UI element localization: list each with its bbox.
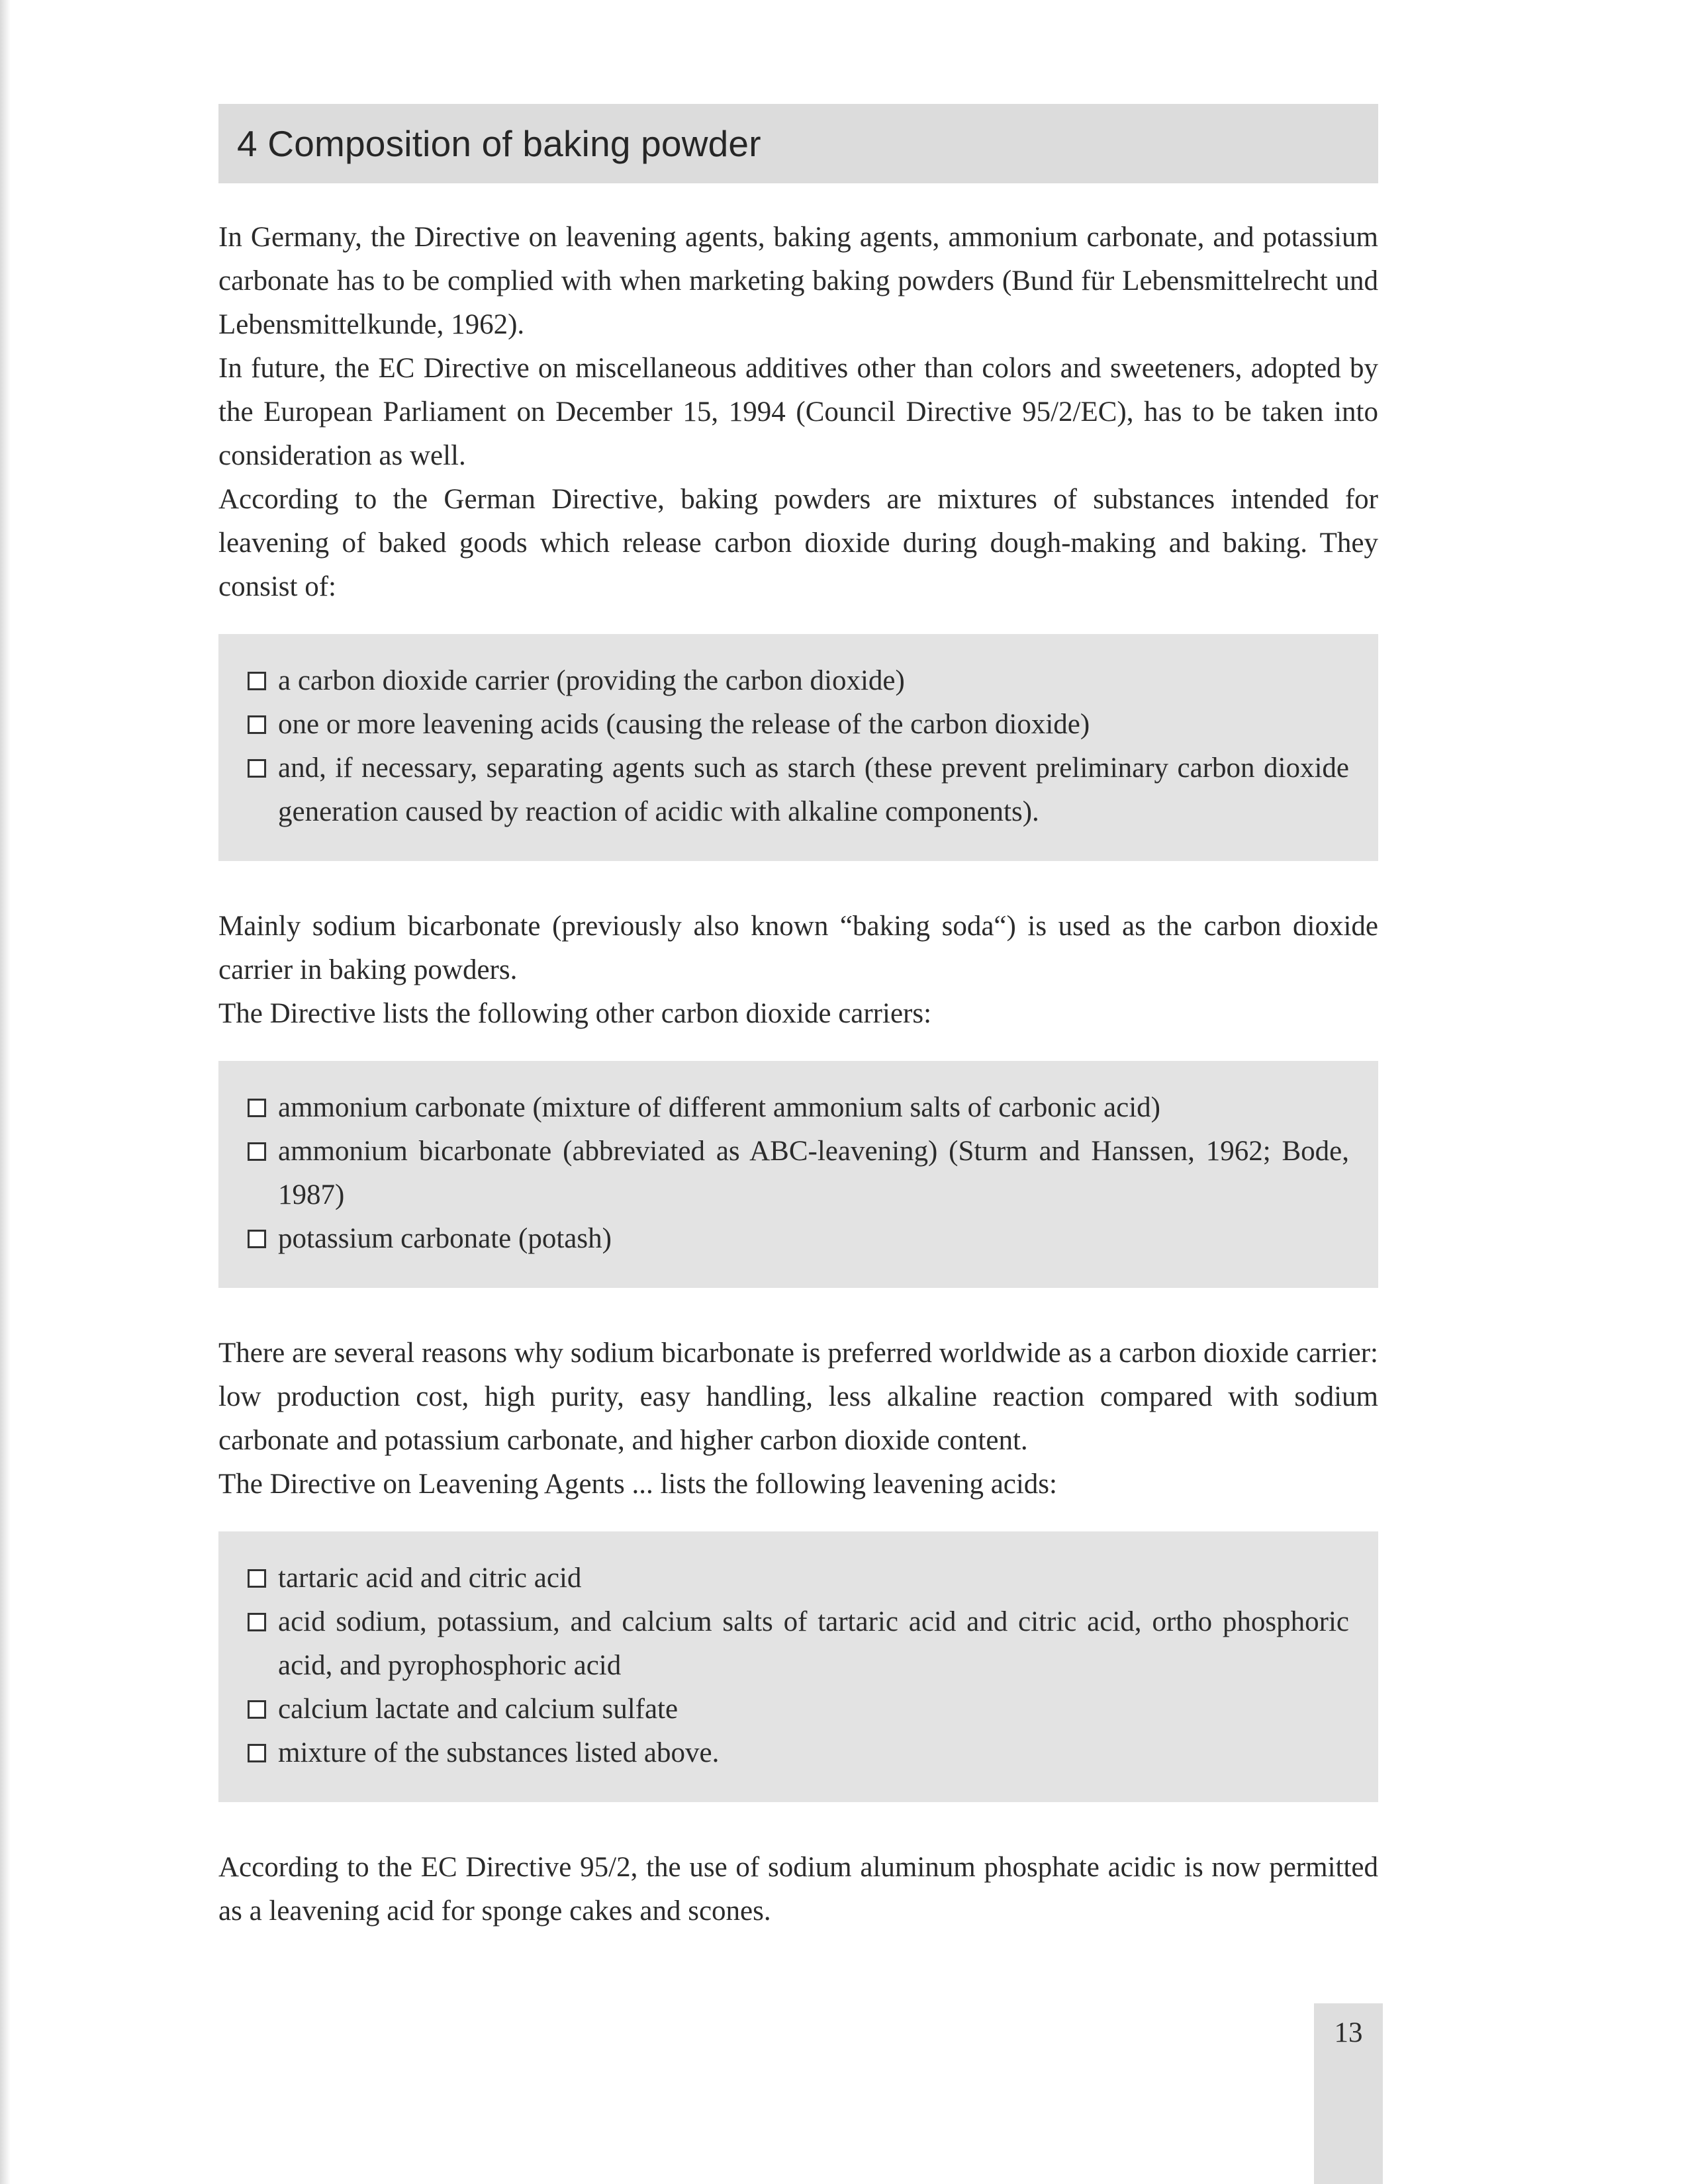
intro-paragraph-3: According to the German Directive, baking powders are mixtures of substances intended for leavening of baked goods which release carbon dioxide during dough-making and baking. They consist of: <box>218 484 1378 602</box>
page-number-tab <box>1314 2003 1383 2184</box>
list-item <box>248 1557 1349 1600</box>
checkbox-bullet-icon <box>248 672 266 690</box>
list-item-text: acid sodium, potassium, and calcium salts of tartaric acid and citric acid, ortho phosphoric acid, and pyrophosphoric acid <box>278 1606 1349 1681</box>
page-content <box>218 104 1378 1933</box>
reasons-text <box>218 1332 1378 1506</box>
checkbox-bullet-icon <box>248 1230 266 1248</box>
reasons-paragraph-2: The Directive on Leavening Agents ... lists the following leavening acids: <box>218 1469 1057 1500</box>
closing-paragraph: According to the EC Directive 95/2, the use of sodium aluminum phosphate acidic is now permitted as a leavening acid for sponge cakes and scones. <box>218 1852 1378 1927</box>
list-item <box>248 1688 1349 1731</box>
carrier-list-box <box>218 1061 1378 1288</box>
carrier-paragraph-2: The Directive lists the following other carbon dioxide carriers: <box>218 998 932 1029</box>
carrier-paragraph-1: Mainly sodium bicarbonate (previously also known “baking soda“) is used as the carbon dioxide carrier in baking powders. <box>218 911 1378 985</box>
checkbox-bullet-icon <box>248 1142 266 1161</box>
intro-text <box>218 216 1378 609</box>
list-item-text: mixture of the substances listed above. <box>278 1737 720 1768</box>
acids-list-box <box>218 1531 1378 1802</box>
list-item <box>248 1217 1349 1261</box>
list-item-text: ammonium carbonate (mixture of different ammonium salts of carbonic acid) <box>278 1092 1160 1123</box>
list-item <box>248 1731 1349 1775</box>
checkbox-bullet-icon <box>248 1613 266 1631</box>
list-item-text: tartaric acid and citric acid <box>278 1563 582 1594</box>
list-item-text: a carbon dioxide carrier (providing the carbon dioxide) <box>278 665 905 696</box>
list-item <box>248 747 1349 834</box>
list-item-text: ammonium bicarbonate (abbreviated as ABC-leavening) (Sturm and Hanssen, 1962; Bode, 1987) <box>278 1136 1349 1210</box>
heading-bar <box>218 104 1378 183</box>
list-item <box>248 659 1349 703</box>
list-item-text: and, if necessary, separating agents such as starch (these prevent preliminary carbon dioxide generation caused by reaction of acidic with alkaline components). <box>278 752 1349 827</box>
checkbox-bullet-icon <box>248 715 266 734</box>
checkbox-bullet-icon <box>248 1744 266 1762</box>
list-item-text: calcium lactate and calcium sulfate <box>278 1694 679 1725</box>
consist-list-box <box>218 634 1378 861</box>
page-number: 13 <box>1334 2017 1363 2048</box>
checkbox-bullet-icon <box>248 1099 266 1117</box>
checkbox-bullet-icon <box>248 1700 266 1719</box>
section-heading: 4 Composition of baking powder <box>237 123 761 164</box>
list-item <box>248 1600 1349 1688</box>
reasons-paragraph-1: There are several reasons why sodium bicarbonate is preferred worldwide as a carbon dioxide carrier: low production cost, high purity, easy handling, less alkaline reaction compared with sodium carbonate and potassium carbonate, and higher carbon dioxide content. <box>218 1338 1378 1456</box>
checkbox-bullet-icon <box>248 1569 266 1588</box>
list-item-text: potassium carbonate (potash) <box>278 1223 612 1254</box>
carrier-text <box>218 905 1378 1036</box>
intro-paragraph-2: In future, the EC Directive on miscellaneous additives other than colors and sweeteners, adopted by the European Parliament on December 15, 1994 (Council Directive 95/2/EC), has to be taken into consideration as well. <box>218 353 1378 471</box>
checkbox-bullet-icon <box>248 759 266 778</box>
page-binding-edge <box>0 0 11 2184</box>
list-item <box>248 703 1349 747</box>
closing-text <box>218 1846 1378 1933</box>
list-item <box>248 1086 1349 1130</box>
list-item <box>248 1130 1349 1217</box>
list-item-text: one or more leavening acids (causing the release of the carbon dioxide) <box>278 709 1090 740</box>
intro-paragraph-1: In Germany, the Directive on leavening agents, baking agents, ammonium carbonate, and potassium carbonate has to be complied with when marketing baking powders (Bund für Lebensmittelrecht und Lebensmittelkunde, 1962). <box>218 222 1378 340</box>
